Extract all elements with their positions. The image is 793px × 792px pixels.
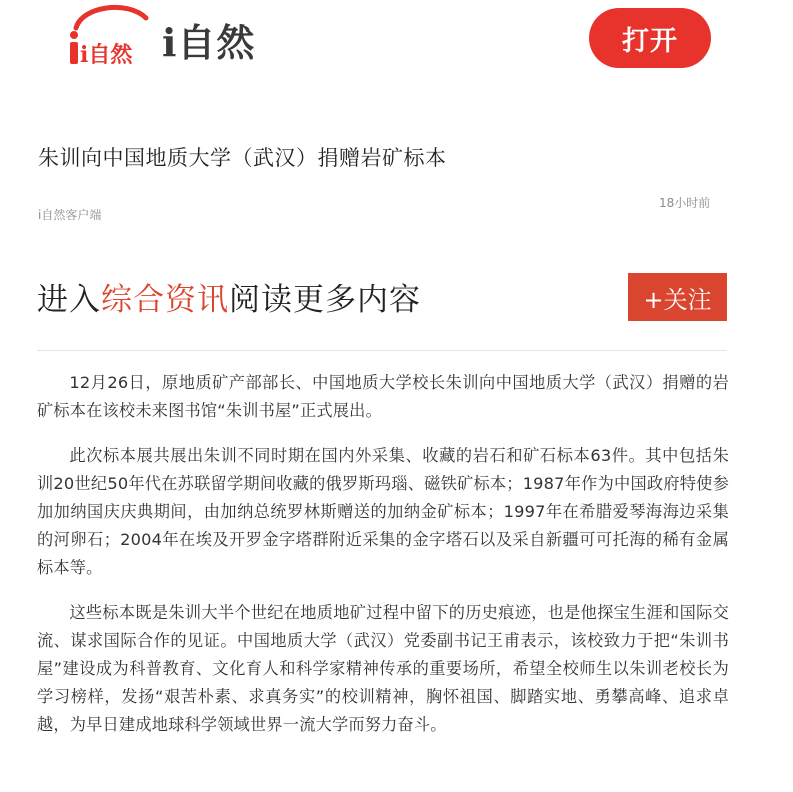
body-paragraph: 此次标本展共展出朱训不同时期在国内外采集、收藏的岩石和矿石标本63件。其中包括朱训20世纪50年代在苏联留学期间收藏的俄罗斯玛瑙、磁铁矿标本；1987年作为中国政府特使参加加纳国庆庆典期间，由加纳总统罗林斯赠送的加纳金矿标本；1997年在希腊爱琴海海边采集的河卵石；2004年在埃及开罗金字塔群附近采集的金字塔石以及采自新疆可可托海的稀有金属标本等。 bbox=[37, 446, 729, 577]
channel-promo[interactable] bbox=[37, 274, 421, 319]
open-app-button[interactable]: 打开 bbox=[589, 8, 711, 68]
logo-text: i自然 bbox=[80, 42, 133, 68]
promo-prefix: 进入 bbox=[37, 282, 101, 318]
promo-suffix: 阅读更多内容 bbox=[229, 282, 421, 318]
divider bbox=[37, 350, 727, 351]
app-header bbox=[0, 0, 793, 90]
promo-channel-name[interactable]: 综合资讯 bbox=[101, 282, 229, 318]
app-logo[interactable] bbox=[42, 2, 152, 72]
article-time: 18小时前 bbox=[659, 196, 711, 210]
article-title: 朱训向中国地质大学（武汉）捐赠岩矿标本 bbox=[38, 146, 447, 170]
brand-name: i自然 bbox=[162, 20, 256, 65]
article-body bbox=[37, 369, 729, 756]
article-source: i自然客户端 bbox=[38, 208, 102, 222]
body-paragraph: 这些标本既是朱训大半个世纪在地质地矿过程中留下的历史痕迹，也是他探宝生涯和国际交流、谋求国际合作的见证。中国地质大学（武汉）党委副书记王甫表示，该校致力于把“朱训书屋”建设成为科普教育、文化育人和科学家精神传承的重要场所，希望全校师生以朱训老校长为学习榜样，发扬“艰苦朴素、求真务实”的校训精神，胸怀祖国、脚踏实地、勇攀高峰、追求卓越，为早日建成地球科学领域世界一流大学而努力奋斗。 bbox=[37, 603, 729, 734]
body-paragraph: 12月26日，原地质矿产部部长、中国地质大学校长朱训向中国地质大学（武汉）捐赠的岩矿标本在该校未来图书馆“朱训书屋”正式展出。 bbox=[37, 373, 729, 420]
follow-button[interactable]: +关注 bbox=[628, 273, 727, 321]
